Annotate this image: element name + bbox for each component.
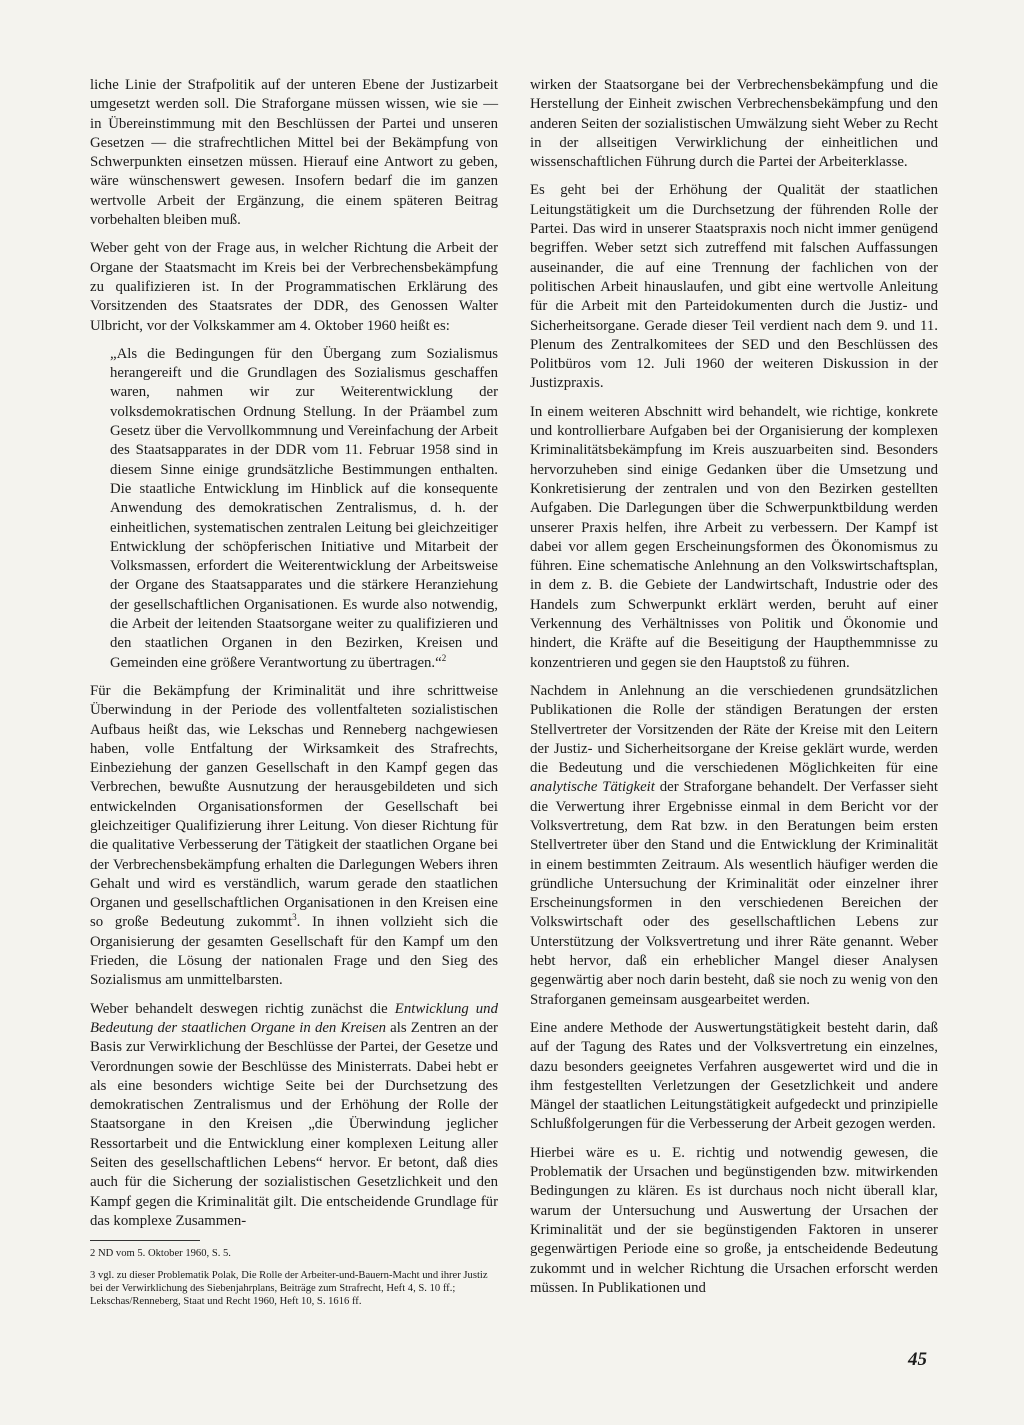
paragraph: liche Linie der Strafpolitik auf der unteren Ebene der Justizarbeit umgesetzt werden soll. Die Straforgane müssen wissen, wie sie — in Übereinstimmung mit den Beschlüssen der Partei und unseren Gesetzen — die strafrechtlichen Mittel bei der Bekämpfung von Schwerpunkten einsetzen müssen. Hierauf eine Antwort zu geben, wäre wünschenswert gewesen. Insofern bedarf die im ganzen wertvolle Arbeit der Ergänzung, die einem späteren Beitrag vorbehalten bleiben muß. (90, 77, 498, 229)
paragraph: Eine andere Methode der Auswertungstätigkeit besteht darin, daß auf der Tagung des Rates und der Volksvertretung ein einzelnes, dazu besonders geeignetes Verfahren ausgewertet wird und die in ihm festgestellten Verletzungen der Gesetzlichkeit und andere Mängel der staatlichen Leitungstätigkeit aufgedeckt und prinzipielle Schlußfolgerungen für die Verbesserung der Arbeit gezogen werden. (530, 1019, 938, 1133)
paragraph: Weber geht von der Frage aus, in welcher Richtung die Arbeit der Organe der Staatsmacht im Kreis bei der Verbrechensbekämpfung zu qualifizieren ist. In der Programmatischen Erklärung des Vorsitzenden des Staatsrates der DDR, des Genossen Walter Ulbricht, vor der Volkskammer am 4. Oktober 1960 heißt es: (90, 240, 498, 334)
right-column (530, 76, 938, 1307)
footnote-rule (90, 1240, 200, 1241)
emphasis: Entwicklung und Bedeutung der staatlichen Organe in den Kreisen (90, 1000, 498, 1036)
paragraph (90, 682, 498, 991)
quote-text: „Als die Bedingungen für den Übergang zum Sozialismus herangereift und die Grundlagen des Sozialismus geschaffen waren, nahmen wir zur Weiterentwicklung der volksdemokratischen Ordnung Stellung. In der Präambel zum Gesetz über die Vervollkommnung und Vereinfachung der Arbeit des Staatsapparates in der DDR vom 11. Februar 1958 sind in diesem Sinne einige grundsätzliche Bestimmungen enthalten. Die staatliche Entwicklung im Hinblick auf die konsequente Anwendung des demokratischen Zentralismus, d. h. der einheitlichen, systematischen zentralen Leitung bei gleichzeitiger Entwicklung der schöpferischen Initiative und Mitarbeit der Volksmassen, erfordert die Weiterentwicklung der Arbeitsweise der Organe des Staatsapparates und die stärkere Heranziehung der gesellschaftlichen Organisationen. Es wurde also notwendig, die Arbeit der leitenden Staatsorgane weiter zu qualifizieren und den staatlichen Organen in den Bezirken, Kreisen und Gemeinden eine größere Verantwortung zu übertragen.“ (110, 345, 498, 671)
footnote-ref: 2 (441, 652, 447, 663)
text-run: als Zentren an der Basis zur Verwirklichung der Beschlüsse der Partei, der Gesetze und Verordnungen sowie der Beschlüsse des Ministerrats. Dabei hebt er als eine besonders wichtige Seite bei der Durchsetzung des demokratischen Zentralismus und der Erhöhung der Rolle der Staatsorgane in den Kreisen „die Überwindung jeglicher Ressortarbeit und die Entwicklung einer komplexen Leitung aller Seiten des gesellschaftlichen Lebens“ hervor. Er betont, daß dies auch für die Sicherung der sozialistischen Gesetzlichkeit und den Kampf gegen die Kriminalität gilt. Die entscheidende Grundlage für das komplexe Zusammen- (90, 1019, 498, 1229)
footnote: 3 vgl. zu dieser Problematik Polak, Die Rolle der Arbeiter-und-Bauern-Macht und ihrer Justiz bei der Verwirklichung des Siebenjahrplans, Beiträge zum Strafrecht, Heft 4, S. 10 ff.; Lekschas/Renneberg, Staat und Recht 1960, Heft 10, S. 1616 ff. (90, 1270, 488, 1308)
quotation (110, 345, 498, 673)
paragraph: Hierbei wäre es u. E. richtig und notwendig gewesen, die Problematik der Ursachen und begünstigenden bzw. mitwirkenden Bedingungen zu klären. Es ist durchaus noch nicht überall klar, warum der Untersuchung und Auswertung der Ursachen der Kriminalität und der sie begünstigenden Faktoren in unserer gegenwärtigen Periode eine so große, ja entscheidende Bedeutung zukommt und in welcher Richtung die Ursachen erforscht werden müssen. In Publikationen und (530, 1144, 938, 1296)
text-run: der Straforgane behandelt. Der Verfasser sieht die Verwertung ihrer Ergebnisse einmal in dem Bericht vor der Volksvertretung, dem Rat bzw. in den Beratungen beim ersten Stellvertreter über den Stand und die Entwicklung der Kriminalität in einem bestimmten Zeitraum. Als wesentlich häufiger werden die gründliche Untersuchung der Kriminalität oder einzelner ihrer Erscheinungsformen in den verschiedenen Bereichen der Volkswirtschaft oder des gesellschaftlichen Lebens zur Unterstützung der Volksvertretung und ihrer Räte genannt. Weber hebt hervor, daß ein erheblicher Mangel dieser Analysen gegenwärtig aber noch darin besteht, daß sie noch zu wenig von den Straforganen gemeinsam ausgearbeitet werden. (530, 779, 938, 1008)
paragraph (90, 1000, 498, 1232)
page-number: 45 (908, 1349, 927, 1370)
left-column (90, 76, 498, 1317)
paragraph: Es geht bei der Erhöhung der Qualität der staatlichen Leitungstätigkeit um die Durchsetzung der führenden Rolle der Partei. Das wird in unserer Staatspraxis noch nicht immer genügend begriffen. Weber setzt sich zutreffend mit falschen Auffassungen auseinander, die auf eine Trennung der fachlichen von der politischen Arbeit hinauslaufen, und gibt eine wertvolle Anleitung für die Arbeit mit den Parteidokumenten durch die Justiz- und Sicherheitsorgane. Gerade dieser Teil verdient nach dem 9. und 11. Plenum des Zentralkomitees der SED und den Beschlüssen des Politbüros vom 12. Juli 1960 der weiteren Diskussion in der Justizpraxis. (530, 182, 938, 392)
paragraph: wirken der Staatsorgane bei der Verbrechensbekämpfung und die Herstellung der Einheit zwischen Verbrechensbekämpfung und den anderen Seiten der sozialistischen Umwälzung sieht Weber zu Recht in der allseitigen Verwirklichung der einheitlichen und wissenschaftlichen Führung durch die Partei der Arbeiterklasse. (530, 77, 938, 171)
paragraph (530, 682, 938, 1010)
text-run: . In ihnen vollzieht sich die Organisierung der gesamten Gesellschaft für den Kampf um den Frieden, die Lösung der nationalen Frage und den Sieg des Sozialismus am unmittelbarsten. (90, 914, 498, 989)
footnote-ref: 3 (292, 912, 297, 923)
footnote: 2 ND vom 5. Oktober 1960, S. 5. (90, 1248, 231, 1260)
text-run: Nachdem in Anlehnung an die verschiedenen grundsätzlichen Publikationen die Rolle der ständigen Beratungen der ersten Stellvertreter der Vorsitzenden der Räte der Kreise mit den Leitern der Justiz- und Sicherheitsorgane der Kreise geklärt wurde, werden die Bedeutung und die verschiedenen Möglichkeiten für eine (530, 682, 938, 777)
paragraph: In einem weiteren Abschnitt wird behandelt, wie richtige, konkrete und kontrollierbare Aufgaben bei der Organisierung der komplexen Kriminalitätsbekämpfung im Kreis auszuarbeiten sind. Besonders hervorzuheben sind einige Gedanken über die Umsetzung und Konkretisierung der zentralen und von den Bezirken gestellten Aufgaben. Die Darlegungen über die Schwerpunktbildung werden unserer Praxis helfen, ihre Arbeit zu verbessern. Der Kampf ist dabei vor allem gegen Erscheinungsformen des Ökonomismus zu führen. Eine schematische Anlehnung an den Volkswirtschaftsplan, in dem z. B. die Gebiete der Landwirtschaft, Industrie oder des Handels zum Schwerpunkt erklärt werden, beruht auf einer Verkennung des Verhältnisses von Politik und Ökonomie und hindert, die Kräfte auf die Beseitigung der Haupthemmnisse zu konzentrieren und gegen sie den Hauptstoß zu führen. (530, 403, 938, 671)
emphasis: analytische Tätigkeit (530, 779, 655, 796)
text-run: Für die Bekämpfung der Kriminalität und ihre schrittweise Überwindung in der Periode des vollentfalteten sozialistischen Aufbaus heißt das, wie Lekschas und Renneberg nachgewiesen haben, volle Entfaltung der Wirksamkeit des Strafrechts, Einbeziehung der ganzen Gesellschaft in den Kampf gegen das Verbrechen, bewußte Ausnutzung der herausgebildeten und sich entwickelnden Organisationsformen der Gesellschaft bei gleichzeitiger Qualifizierung ihrer Leitung. Von dieser Richtung für die qualitative Verbesserung der Tätigkeit der staatlichen Organe bei der Verbrechensbekämpfung erhalten die Darlegungen Webers ihren Gehalt und wird es verständlich, warum gerade den staatlichen Organen und gesellschaftlichen Organisationen in den Kreisen eine so große Bedeutung zukommt (90, 682, 498, 931)
text-run: Weber behandelt deswegen richtig zunächst die (90, 1000, 395, 1017)
